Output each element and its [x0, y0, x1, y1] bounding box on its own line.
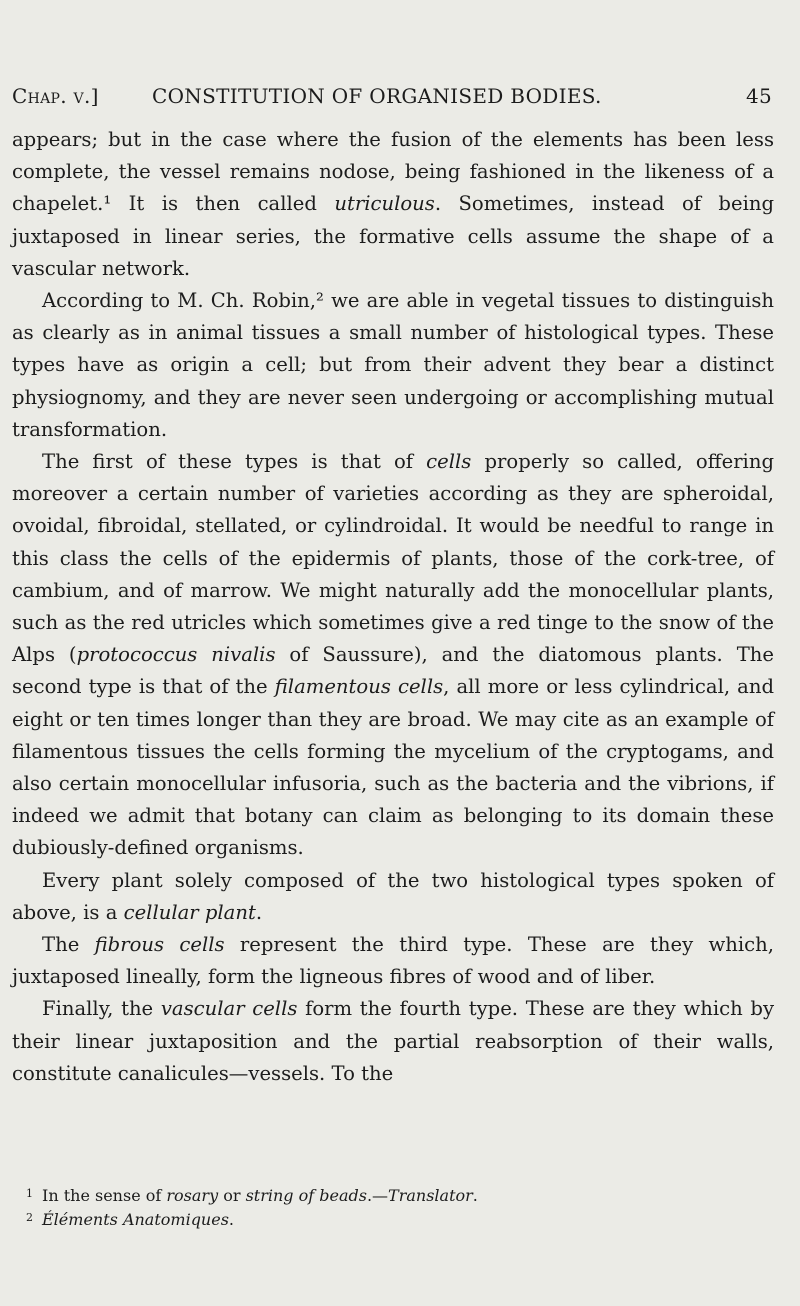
footnote-text: In the sense of rosary or string of beads.—Translator. [42, 1186, 478, 1205]
paragraph: The fibrous cells represent the third type. These are they which, juxtaposed lineally, form the ligneous fibres of wood and of liber. [12, 933, 775, 989]
paragraph: According to M. Ch. Robin,² we are able in vegetal tissues to distinguish as clearly as in animal tissues a small number of histological types. These types have as origin a cell; but from their advent they bear a distinct physiognomy, and they are never seen undergoing or accomplishing mutual transformation. [12, 289, 774, 441]
page-number: 45 [745, 84, 772, 108]
paragraph: Every plant solely composed of the two histological types spoken of above, is a cellular plant. [12, 868, 774, 924]
paragraph: appears; but in the case where the fusion of the elements has been less complete, the vessel remains nodose, being fashioned in the likeness of a chapelet.¹ It is then called utriculous. Sometimes, instead of being juxtaposed in linear series, the formative cells assume the shape of a vascular network. [12, 128, 774, 280]
footnote-text: Éléments Anatomiques. [42, 1210, 235, 1229]
running-title: CONSTITUTION OF ORGANISED BODIES. [152, 84, 602, 108]
paragraph: Finally, the vascular cells form the fourth type. These are they which by their linear juxtaposition and the partial reabsorption of their walls, constitute canalicules—vessels. To the [12, 997, 775, 1085]
footnotes [12, 1184, 774, 1232]
footnote [12, 1184, 774, 1208]
chapter-label: Chap. v.] [12, 84, 99, 108]
footnote-mark: 1 [26, 1187, 33, 1200]
paragraph: The first of these types is that of cells properly so called, offering moreover a certain number of varieties according as they are spheroidal, ovoidal, fibroidal, stellated, or cylindroidal. It would be needful to range in this class the cells of the epidermis of plants, those of the cork-tree, of cambium, and of marrow. We might naturally add the monocellular plants, such as the red utricles which sometimes give a red tinge to the snow of the Alps (protococcus nivalis of Saussure), and the diatomous plants. The second type is that of the filamentous cells, all more or less cylindrical, and eight or ten times longer than they are broad. We may cite as an example of filamentous tissues the cells forming the mycelium of the cryptogams, and also certain monocellular infusoria, such as the bacteria and the vibrions, if indeed we admit that botany can claim as belonging to its domain these dubiously-defined organisms. [12, 450, 774, 860]
footnote-mark: 2 [26, 1211, 33, 1224]
footnote [12, 1208, 774, 1232]
body-text [12, 124, 774, 1090]
running-header [12, 84, 772, 114]
